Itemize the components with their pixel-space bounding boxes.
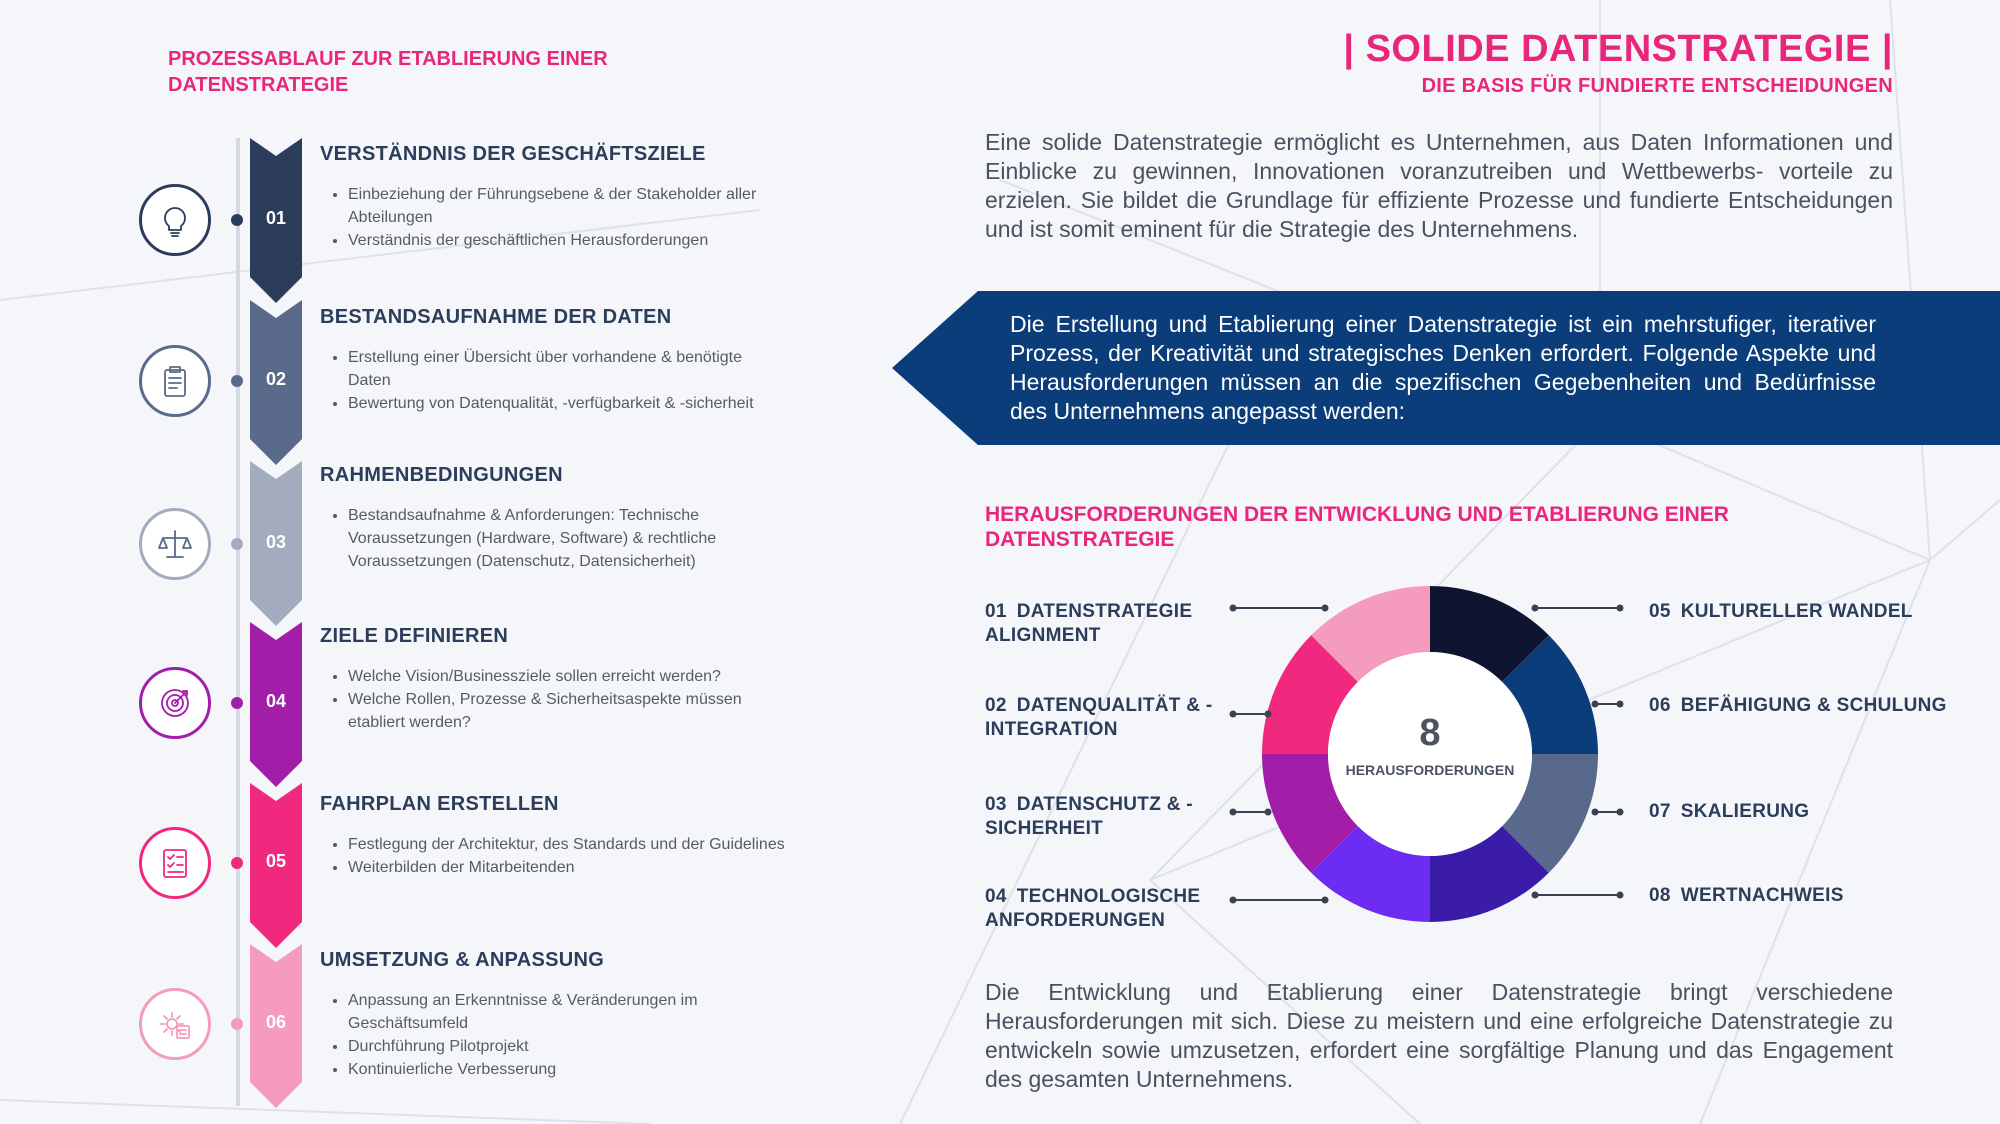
step-bullets <box>326 989 788 1081</box>
step-bullet: • Bestandsaufnahme & Anforderungen: Technische Voraussetzungen (Hardware, Software) & rechtliche Voraussetzungen (Datenschutz, Datensicherheit) <box>348 504 788 573</box>
page-title: | SOLIDE DATENSTRATEGIE | <box>1343 28 1893 70</box>
challenge-number: 02 <box>985 695 1007 716</box>
challenge-number: 07 <box>1649 801 1671 822</box>
step-bullet: • Verständnis der geschäftlichen Herausforderungen <box>348 229 788 252</box>
challenge-item <box>1649 694 1969 718</box>
step-bullet: • Bewertung von Datenqualität, -verfügbarkeit & -sicherheit <box>348 392 788 415</box>
step-number: 03 <box>265 532 287 552</box>
challenge-number: 08 <box>1649 885 1671 906</box>
challenge-item <box>1649 800 1969 824</box>
challenge-number: 01 <box>985 601 1007 622</box>
timeline-dot <box>231 538 243 550</box>
lightbulb-icon <box>139 184 211 256</box>
challenge-item <box>985 600 1225 648</box>
step-title: ZIELE DEFINIEREN <box>320 625 509 647</box>
step-number: 02 <box>265 369 287 389</box>
step-bullet: • Welche Rollen, Prozesse & Sicherheitsaspekte müssen etabliert werden? <box>348 688 788 734</box>
donut-center-number: 8 <box>1419 712 1441 754</box>
step-number: 06 <box>265 1012 287 1032</box>
target-icon <box>139 667 211 739</box>
intro-paragraph: Eine solide Datenstrategie ermöglicht es Unternehmen, aus Daten Informationen und Einblicke zu gewinnen, Innovationen voranzutreiben und Wettbewerbs- vorteile zu erzielen. Sie bildet die Grundlage für effiziente Prozesse und fundierte Entscheidungen und ist somit eminent für die Strategie des Unternehmens. <box>985 129 1893 242</box>
step-bullets <box>326 504 788 573</box>
challenge-label: DATENSCHUTZ & -SICHERHEIT <box>985 794 1193 839</box>
challenge-label: KULTURELLER WANDEL <box>1680 601 1913 622</box>
challenge-label: WERTNACHWEIS <box>1680 885 1844 906</box>
challenge-number: 04 <box>985 886 1007 907</box>
timeline-dot <box>231 697 243 709</box>
page-subtitle: DIE BASIS FÜR FUNDIERTE ENTSCHEIDUNGEN <box>1421 75 1893 97</box>
challenge-item <box>1649 600 1969 624</box>
step-number: 04 <box>265 691 287 711</box>
step-title: RAHMENBEDINGUNGEN <box>320 464 563 486</box>
step-bullets <box>326 183 788 252</box>
challenges-title: HERAUSFORDERUNGEN DER ENTWICKLUNG UND ETABLIERUNG EINER DATENSTRATEGIE <box>985 503 1729 551</box>
challenge-item <box>1649 884 1969 908</box>
step-bullet: • Festlegung der Architektur, des Standards und der Guidelines <box>348 833 788 856</box>
challenge-number: 03 <box>985 794 1007 815</box>
challenge-label: TECHNOLOGISCHE ANFORDERUNGEN <box>985 886 1201 931</box>
timeline-dot <box>231 857 243 869</box>
step-bullet: • Kontinuierliche Verbesserung <box>348 1058 788 1081</box>
timeline-dot <box>231 375 243 387</box>
step-number: 05 <box>265 851 287 871</box>
step-title: BESTANDSAUFNAHME DER DATEN <box>320 306 672 328</box>
checklist-icon <box>139 827 211 899</box>
step-title: UMSETZUNG & ANPASSUNG <box>320 949 605 971</box>
challenge-item <box>985 793 1225 841</box>
challenge-label: BEFÄHIGUNG & SCHULUNG <box>1680 695 1947 716</box>
step-bullet: • Anpassung an Erkenntnisse & Veränderungen im Geschäftsumfeld <box>348 989 788 1035</box>
scale-icon <box>139 508 211 580</box>
step-bullets <box>326 346 788 415</box>
step-bullets <box>326 665 788 734</box>
challenge-item <box>985 885 1225 933</box>
banner-text: Die Erstellung und Etablierung einer Datenstrategie ist ein mehrstufiger, iterativer Prozess, der Kreativität und strategisches Denken erfordert. Folgende Aspekte und Herausforderungen müssen an die spezifischen Gegebenheiten und Bedürfnisse des Unternehmens angepasst werden: <box>1010 311 1876 424</box>
step-title: VERSTÄNDNIS DER GESCHÄFTSZIELE <box>320 143 706 165</box>
step-bullets <box>326 833 788 879</box>
challenge-label: DATENQUALITÄT & -INTEGRATION <box>985 695 1213 740</box>
gear-settings-icon <box>139 988 211 1060</box>
process-title: PROZESSABLAUF ZUR ETABLIERUNG EINER DATENSTRATEGIE <box>168 48 608 96</box>
timeline-line <box>236 138 240 1106</box>
step-bullet: • Einbeziehung der Führungsebene & der Stakeholder aller Abteilungen <box>348 183 788 229</box>
challenge-number: 06 <box>1649 695 1671 716</box>
step-bullet: • Durchführung Pilotprojekt <box>348 1035 788 1058</box>
conclusion-paragraph: Die Entwicklung und Etablierung einer Datenstrategie bringt verschiedene Herausforderungen mit sich. Diese zu meistern und eine erfolgreiche Datenstrategie zu entwickeln sowie umzusetzen, erfordert eine sorgfältige Planung und das Engagement des gesamten Unternehmens. <box>985 979 1893 1092</box>
step-number: 01 <box>265 208 287 228</box>
challenge-item <box>985 694 1225 742</box>
challenges-donut <box>1227 580 1647 940</box>
step-bullet: • Welche Vision/Businessziele sollen erreicht werden? <box>348 665 788 688</box>
clipboard-icon <box>139 345 211 417</box>
step-title: FAHRPLAN ERSTELLEN <box>320 793 559 815</box>
challenge-label: DATENSTRATEGIE ALIGNMENT <box>985 601 1193 646</box>
challenge-number: 05 <box>1649 601 1671 622</box>
donut-center-label: HERAUSFORDERUNGEN <box>1345 762 1515 778</box>
timeline-dot <box>231 1018 243 1030</box>
challenge-label: SKALIERUNG <box>1680 801 1810 822</box>
step-bullet: • Erstellung einer Übersicht über vorhandene & benötigte Daten <box>348 346 788 392</box>
step-bullet: • Weiterbilden der Mitarbeitenden <box>348 856 788 879</box>
timeline-dot <box>231 214 243 226</box>
